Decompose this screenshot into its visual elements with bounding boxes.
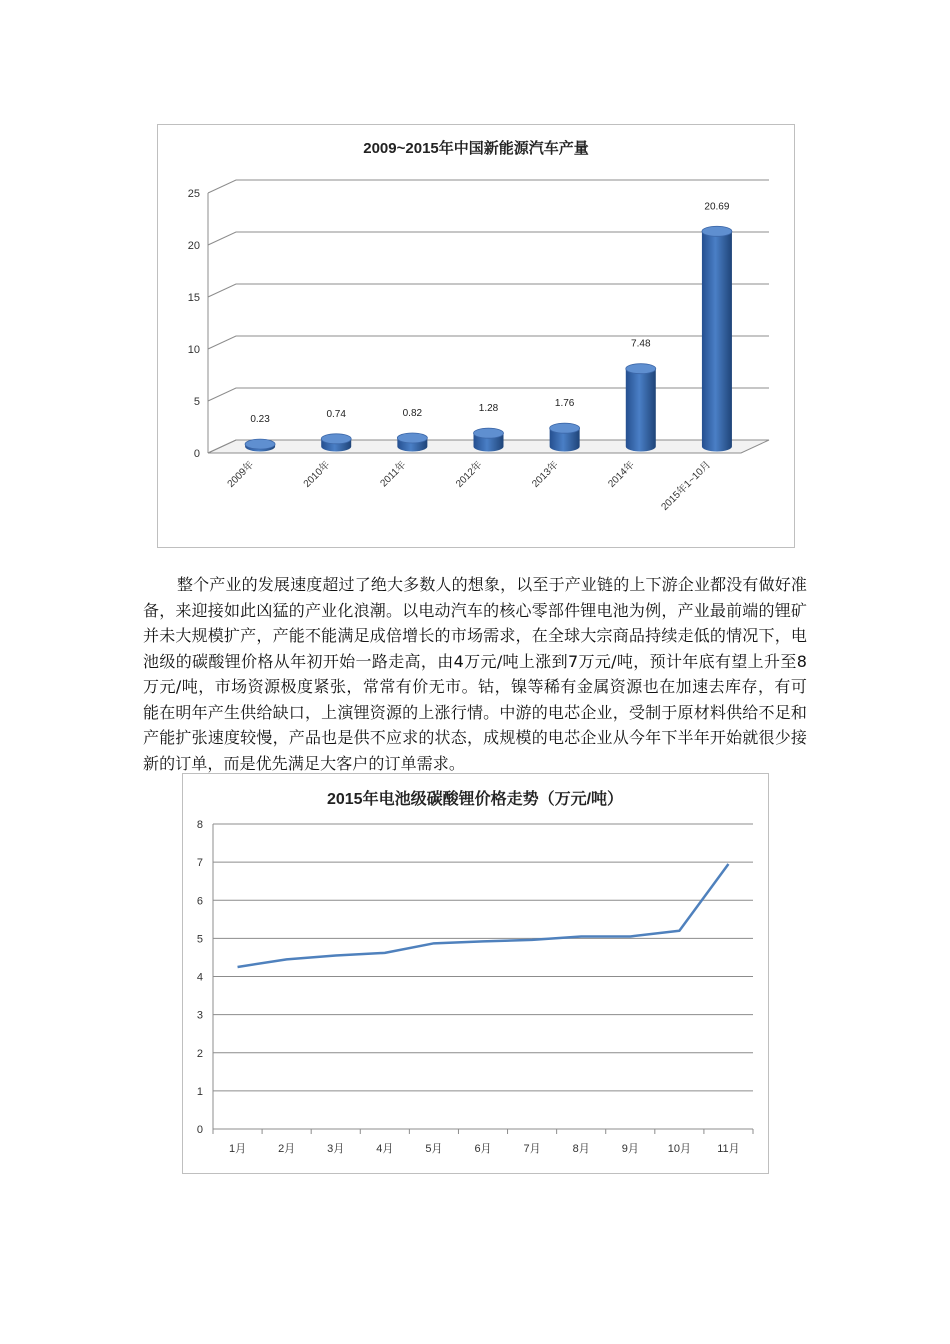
y-tick-label: 5 [193, 396, 200, 408]
x-tick-label: 5月 [425, 1143, 443, 1155]
data-label: 0.23 [250, 414, 270, 426]
x-tick-label: 2009年 [225, 459, 257, 490]
gridline [208, 232, 769, 245]
gridline [208, 388, 769, 401]
price-line [238, 864, 729, 967]
bar [702, 226, 732, 451]
gridline [208, 284, 769, 297]
gridline [208, 336, 769, 349]
bar [397, 433, 427, 452]
bar [245, 439, 275, 451]
lithium-price-line-chart [182, 773, 769, 1174]
bar [474, 428, 504, 451]
y-tick-label: 7 [196, 857, 203, 870]
bar-top [397, 433, 427, 443]
y-tick-label: 10 [187, 344, 200, 356]
y-tick-label: 0 [196, 1124, 203, 1136]
bar [626, 364, 656, 452]
data-label: 7.48 [631, 338, 651, 350]
bar-top [626, 364, 656, 374]
data-label: 1.76 [554, 398, 575, 410]
x-tick-label: 9月 [621, 1143, 639, 1155]
data-label: 0.82 [402, 407, 423, 419]
chart-title: 2009~2015年中国新能源汽车产量 [363, 140, 589, 157]
bar-body [702, 231, 732, 451]
y-tick-label: 5 [196, 933, 203, 946]
data-label: 0.74 [326, 408, 346, 420]
x-tick-label: 8月 [572, 1143, 590, 1155]
gridline [208, 180, 769, 193]
production-bar-chart-svg [158, 125, 794, 547]
x-tick-label: 2011年 [378, 459, 409, 490]
bar-top [474, 428, 504, 438]
y-tick-label: 25 [187, 188, 200, 200]
x-tick-label: 3月 [327, 1143, 345, 1155]
x-tick-label: 11月 [717, 1143, 740, 1155]
x-tick-label: 2015年1~10月 [659, 459, 714, 513]
x-tick-label: 4月 [376, 1143, 394, 1155]
y-tick-label: 2 [196, 1047, 203, 1060]
x-tick-label: 10月 [667, 1143, 691, 1155]
y-tick-label: 20 [187, 240, 200, 252]
lithium-price-line-chart-svg [183, 774, 768, 1173]
bar [550, 423, 580, 451]
body-paragraph: 整个产业的发展速度超过了绝大多数人的想象，以至于产业链的上下游企业都没有做好准备，来迎接如此凶猛的产业化浪潮。以电动汽车的核心零部件锂电池为例，产业最前端的锂矿并未大规模扩产，产能不能满足成倍增长的市场需求，在全球大宗商品持续走低的情况下，电池级的碳酸锂价格从年初开始一路走高，由4万元/吨上涨到7万元/吨，预计年底有望上升至8万元/吨，市场资源极度紧张，常常有价无市。钴，镍等稀有金属资源也在加速去库存，有可能在明年产生供给缺口，上演锂资源的上涨行情。中游的电芯企业，受制于原材料供给不足和产能扩张速度较慢，产品也是供不应求的状态，成规模的电芯企业从今年下半年开始就很少接新的订单，而是优先满足大客户的订单需求。 [143, 575, 807, 773]
x-tick-label: 2月 [278, 1143, 296, 1155]
bar [321, 434, 351, 452]
y-tick-label: 1 [196, 1085, 203, 1098]
bar-body [626, 369, 656, 452]
x-tick-label: 2013年 [530, 459, 561, 490]
bar-top [550, 423, 580, 433]
bar-top [245, 439, 275, 449]
x-tick-label: 2014年 [606, 459, 637, 490]
y-tick-label: 15 [187, 292, 200, 304]
x-tick-label: 7月 [523, 1143, 541, 1155]
y-tick-label: 6 [196, 895, 203, 908]
production-bar-chart [157, 124, 795, 548]
x-tick-label: 2012年 [454, 459, 485, 490]
y-tick-label: 8 [196, 819, 203, 831]
data-label: 1.28 [478, 403, 499, 415]
y-tick-label: 4 [196, 971, 203, 984]
bar-top [702, 226, 732, 236]
x-tick-label: 2010年 [301, 459, 333, 490]
data-label: 20.69 [704, 201, 730, 213]
chart-title: 2015年电池级碳酸锂价格走势（万元/吨） [326, 791, 624, 808]
y-tick-label: 0 [193, 448, 200, 460]
x-tick-label: 6月 [474, 1143, 492, 1155]
y-tick-label: 3 [196, 1009, 203, 1022]
bar-top [321, 434, 351, 444]
x-tick-label: 1月 [228, 1143, 247, 1155]
